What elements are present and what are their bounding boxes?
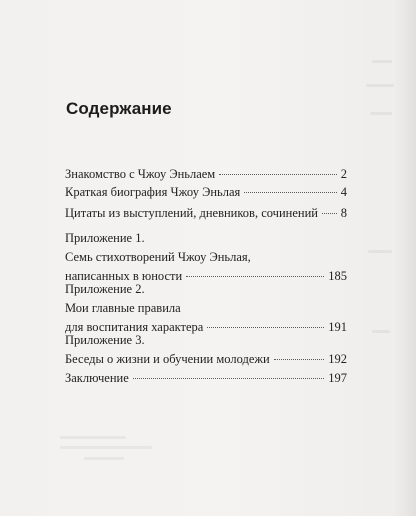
- toc-page-number: 185: [328, 269, 347, 283]
- dot-leader: [219, 174, 337, 175]
- toc-entry-title-line: Беседы о жизни и обучении молодежи: [65, 352, 270, 366]
- page-edge-shadow: [394, 0, 416, 516]
- toc-entry-conclusion[interactable]: [65, 369, 347, 388]
- toc-entry-title-line: Семь стихотворений Чжоу Эньлая,: [65, 250, 251, 264]
- dot-leader: [207, 327, 324, 328]
- toc-entry-biography[interactable]: [65, 183, 347, 202]
- toc-entry-title-line: Приложение 1.: [65, 231, 145, 245]
- toc-page-number: 192: [328, 352, 347, 366]
- toc-entry-appendix-1[interactable]: [65, 229, 347, 286]
- toc-entry-quotes[interactable]: [65, 204, 347, 223]
- toc-page-number: 191: [328, 320, 347, 334]
- toc-entry-appendix-2[interactable]: [65, 280, 347, 337]
- toc-entry-title: Знакомство с Чжоу Эньлаем: [65, 167, 216, 181]
- dot-leader: [133, 378, 325, 379]
- dot-leader: [244, 192, 337, 193]
- toc-page-number: 197: [328, 371, 347, 385]
- toc-page-number: 8: [340, 206, 347, 220]
- toc-page-number: 2: [340, 167, 347, 181]
- toc-entry-appendix-3[interactable]: [65, 331, 347, 369]
- dot-leader: [274, 359, 325, 360]
- toc-entry-title-line: Приложение 2.: [65, 282, 145, 296]
- toc-entry-title-line: Мои главные правила: [65, 301, 181, 315]
- toc-entry-title-line: написанных в юности: [65, 269, 183, 283]
- toc-entry-title-line: Приложение 3.: [65, 333, 145, 347]
- toc-entry-title: Краткая биография Чжоу Эньлая: [65, 185, 241, 199]
- toc-entry-title: Заключение: [65, 371, 129, 385]
- toc-entry-title-line: для воспитания характера: [65, 320, 204, 334]
- toc-page-number: 4: [340, 185, 347, 199]
- toc-entry-title: Цитаты из выступлений, дневников, сочинений: [65, 206, 318, 220]
- toc-entry-acquaintance[interactable]: [65, 165, 347, 184]
- toc-heading: Содержание: [66, 99, 172, 118]
- dot-leader: [186, 276, 324, 277]
- dot-leader: [322, 213, 337, 214]
